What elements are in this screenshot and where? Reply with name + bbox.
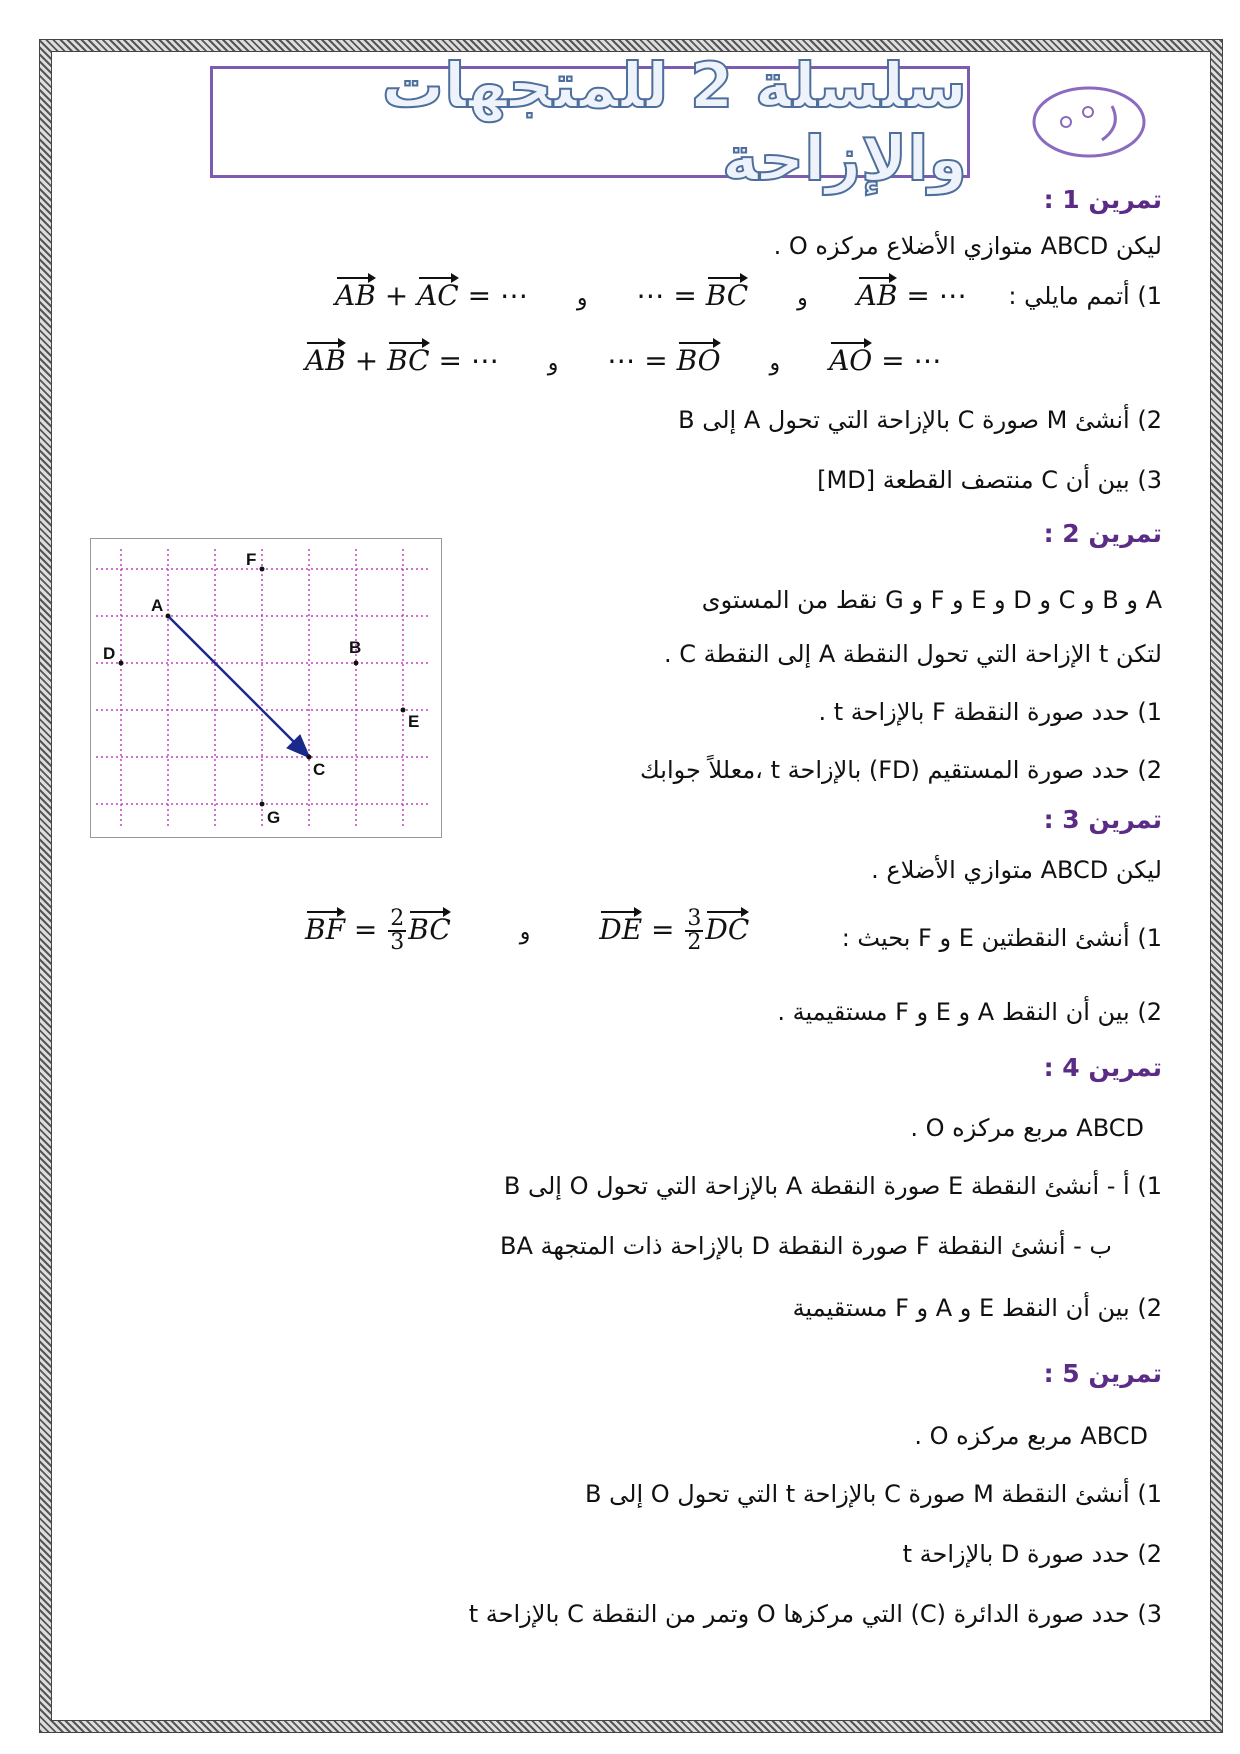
- ex5-q3: 3) حدد صورة الدائرة (C) التي مركزها O وتمر من النقطة C بالإزاحة t: [468, 1600, 1162, 1628]
- wa-text: و: [576, 286, 588, 311]
- label-e: E: [408, 712, 420, 731]
- ex2-t-def: لتكن t الإزاحة التي تحول النقطة A إلى النقطة C .: [663, 640, 1162, 668]
- ex3-heading: تمرين 3 :: [1043, 805, 1162, 834]
- page-title: سلسلة 2 للمتجهات والإزاحة: [381, 49, 967, 195]
- ex5-q2: 2) حدد صورة D بالإزاحة t: [902, 1540, 1162, 1568]
- point-g: [260, 802, 265, 807]
- ex4-heading: تمرين 4 :: [1043, 1053, 1162, 1082]
- point-d: [119, 661, 124, 666]
- wa-text: و: [769, 351, 781, 376]
- point-f: [260, 567, 265, 572]
- ex5-q1: 1) أنشئ النقطة M صورة C بالإزاحة t التي تحول O إلى B: [585, 1480, 1162, 1508]
- ex4-q2: 2) بين أن النقط E و A و F مستقيمية: [792, 1294, 1162, 1322]
- label-d: D: [103, 644, 116, 663]
- ex1-q3: 3) بين أن C منتصف القطعة [MD]: [817, 466, 1162, 494]
- ex1-row2-a: AO = ⋯: [829, 344, 941, 377]
- vector-ac: [168, 616, 309, 757]
- wa-text: و: [547, 351, 559, 376]
- ex2-q1: 1) حدد صورة النقطة F بالإزاحة t .: [818, 698, 1162, 726]
- ex1-row2-c: AB + BC = ⋯: [305, 344, 499, 377]
- ex2-heading: تمرين 2 :: [1043, 519, 1162, 548]
- ex1-row1: [335, 276, 967, 319]
- label-c: C: [313, 760, 326, 779]
- ex5-heading: تمرين 5 :: [1043, 1359, 1162, 1388]
- wa-text: و: [519, 919, 531, 945]
- label-b: B: [349, 638, 362, 657]
- ex5-intro: ABCD مربع مركزه O .: [914, 1422, 1148, 1450]
- grid-figure: [91, 539, 441, 837]
- point-e: [401, 708, 406, 713]
- ex1-intro: ليكن ABCD متوازي الأضلاع مركزه O .: [773, 232, 1162, 260]
- ex3-eq-de: DE = $\frac{3}{2}$ DC: [599, 906, 750, 955]
- ex3-q2: 2) بين أن النقط A و E و F مستقيمية .: [777, 998, 1162, 1026]
- ex3-intro: ليكن ABCD متوازي الأضلاع .: [871, 856, 1162, 884]
- ex4-q1b: ب - أنشئ النقطة F صورة النقطة D بالإزاحة ذات المتجهة BA: [499, 1232, 1112, 1260]
- label-a: A: [151, 596, 164, 615]
- ex1-q2: 2) أنشئ M صورة C بالإزاحة التي تحول A إلى B: [678, 406, 1162, 434]
- ex4-q1a: 1) أ - أنشئ النقطة E صورة النقطة A بالإزاحة التي تحول O إلى B: [503, 1172, 1162, 1200]
- ex3-eq-bf: BF = $\frac{2}{3}$ BC: [305, 906, 451, 955]
- ex1-row2: [305, 341, 942, 384]
- point-a: [166, 614, 171, 619]
- label-f: F: [246, 550, 257, 569]
- smiley-icon: [1030, 82, 1148, 162]
- ex3-equations: [305, 908, 749, 954]
- ex1-row1-b: BC = ⋯: [636, 279, 748, 312]
- ex4-intro: ABCD مربع مركزه O .: [910, 1114, 1144, 1142]
- ex3-q1-label: 1) أنشئ النقطتين E و F بحيث :: [841, 924, 1162, 952]
- point-b: [354, 661, 359, 666]
- ex1-row1-a: AB = ⋯: [857, 279, 967, 312]
- ex1-row2-b: BO = ⋯: [607, 344, 720, 377]
- point-c: [307, 755, 312, 760]
- ex2-figure: [90, 538, 442, 838]
- ex1-row1-c: AB + AC = ⋯: [335, 279, 528, 312]
- ex1-q1-label: 1) أتمم مايلي :: [1008, 282, 1162, 310]
- ex1-heading: تمرين 1 :: [1043, 185, 1162, 214]
- wa-text: و: [797, 286, 808, 311]
- title-banner: [210, 49, 970, 195]
- ex2-intro: A و B و C و D و E و F و G نقط من المستوى: [701, 586, 1162, 614]
- ex2-q2: 2) حدد صورة المستقيم (FD) بالإزاحة t ،معللاً جوابك: [640, 756, 1162, 784]
- label-g: G: [267, 808, 281, 827]
- grid-lines: [96, 549, 431, 829]
